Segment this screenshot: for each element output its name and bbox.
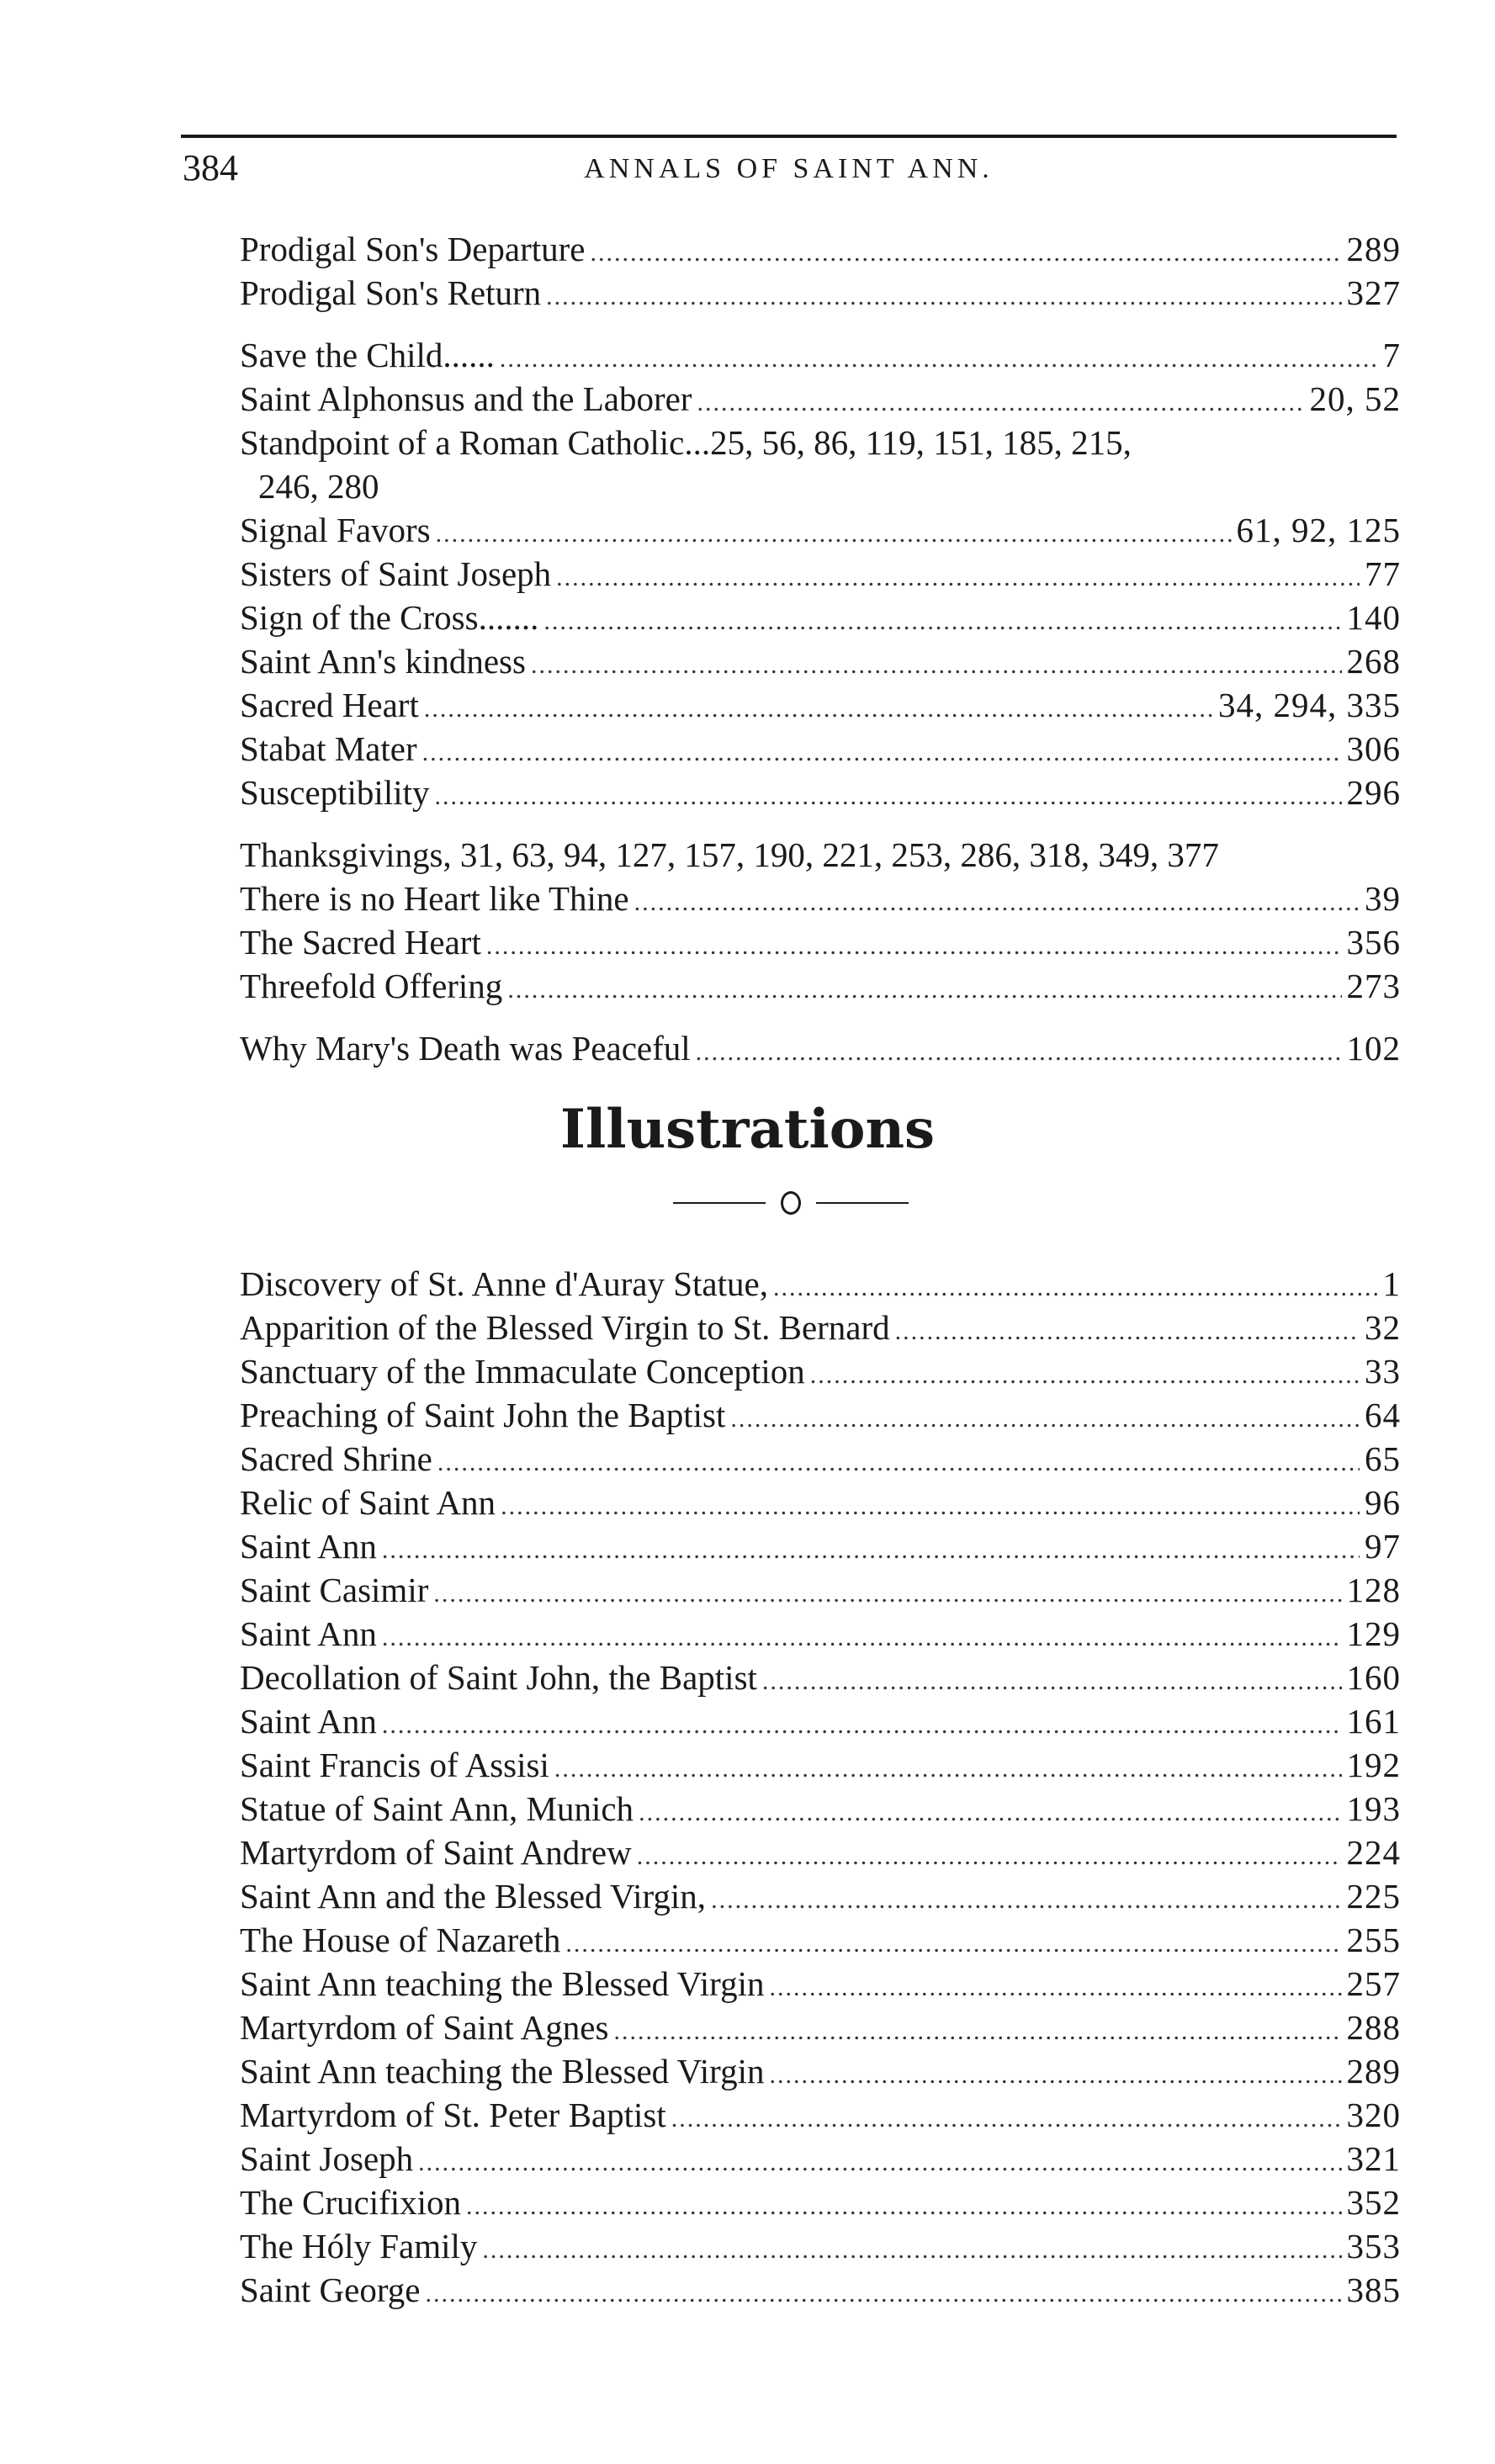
index-entry xyxy=(240,2181,1401,2224)
entry-title: Sanctuary of the Immaculate Conception xyxy=(240,1352,805,1391)
index-entry xyxy=(240,727,1401,771)
dot-leader xyxy=(486,925,1342,968)
entry-pages: 356 xyxy=(1346,923,1401,962)
illustrations-heading: Illustrations xyxy=(560,1098,935,1161)
page-number: 384 xyxy=(183,147,238,188)
running-title: ANNALS OF SAINT ANN. xyxy=(584,153,994,184)
dot-leader xyxy=(436,512,1232,556)
entry-title: Saint Ann teaching the Blessed Virgin xyxy=(240,1964,765,2003)
dot-leader xyxy=(637,1835,1342,1878)
dot-leader xyxy=(762,1660,1342,1704)
entry-title: Saint Alphonsus and the Laborer xyxy=(240,379,692,418)
entry-title: Save the Child...... xyxy=(240,336,495,374)
entry-title: The House of Nazareth xyxy=(240,1921,561,1959)
entry-pages: 7 xyxy=(1382,336,1401,374)
entry-pages: 321 xyxy=(1346,2139,1401,2178)
entry-title: The Hóly Family xyxy=(240,2227,478,2265)
index-entry xyxy=(240,2006,1401,2049)
index-entry xyxy=(240,1026,1401,1070)
entry-pages: 224 xyxy=(1346,1833,1401,1872)
entry-pages: 160 xyxy=(1346,1658,1401,1697)
entry-title: Saint George xyxy=(240,2271,421,2309)
dot-leader xyxy=(437,1441,1360,1485)
entry-title: Threefold Offering xyxy=(240,967,503,1005)
entry-pages: 353 xyxy=(1346,2227,1401,2265)
index-entry xyxy=(240,227,1401,271)
dot-leader xyxy=(422,731,1342,775)
dot-leader xyxy=(501,1485,1360,1529)
index-entry xyxy=(240,1612,1401,1656)
entry-title: Saint Francis of Assisi xyxy=(240,1746,549,1784)
index-entry xyxy=(240,1699,1401,1743)
illustrations-list xyxy=(240,1262,1401,2312)
dot-leader xyxy=(435,775,1342,819)
index-entry xyxy=(240,2049,1401,2093)
index-entry xyxy=(240,877,1401,920)
dot-leader xyxy=(507,968,1341,1012)
entry-pages: 327 xyxy=(1346,273,1401,312)
index-entry xyxy=(240,1437,1401,1481)
entry-pages: 192 xyxy=(1346,1746,1401,1784)
index-entry xyxy=(240,271,1401,315)
entry-pages: 257 xyxy=(1346,1964,1401,2003)
entry-title: Saint Ann xyxy=(240,1702,377,1741)
entry-pages: 77 xyxy=(1365,554,1401,593)
entry-title: Saint Ann's kindness xyxy=(240,642,526,681)
index-entry xyxy=(240,2224,1401,2268)
entry-title: Statue of Saint Ann, Munich xyxy=(240,1789,634,1828)
entry-pages: 385 xyxy=(1346,2271,1401,2309)
entry-title: Prodigal Son's Return xyxy=(240,273,542,312)
dot-leader xyxy=(773,1266,1378,1310)
entry-title: Saint Ann xyxy=(240,1614,377,1653)
index-entry xyxy=(240,2268,1401,2312)
index-entry xyxy=(240,1743,1401,1787)
dot-leader xyxy=(895,1310,1360,1354)
entry-pages: 33 xyxy=(1365,1352,1401,1391)
dot-leader xyxy=(424,687,1213,731)
entry-title: Signal Favors xyxy=(240,511,431,549)
index-entry xyxy=(240,333,1401,377)
entry-title: There is no Heart like Thine xyxy=(240,879,629,918)
index-entry xyxy=(240,377,1401,421)
entry-pages: 273 xyxy=(1346,967,1401,1005)
entry-pages: 32 xyxy=(1365,1308,1401,1347)
index-entry xyxy=(240,964,1401,1008)
entry-title: Stabat Mater xyxy=(240,729,417,768)
dot-leader xyxy=(565,1922,1341,1966)
dot-leader xyxy=(770,2053,1342,2097)
entry-pages: 96 xyxy=(1365,1483,1401,1522)
entry-pages: 352 xyxy=(1346,2183,1401,2222)
entry-pages: 39 xyxy=(1365,879,1401,918)
index-entry xyxy=(240,2137,1401,2181)
entry-pages: 289 xyxy=(1346,230,1401,268)
index-entry xyxy=(240,1481,1401,1524)
ornament-rule-right xyxy=(816,1202,909,1204)
index-entry xyxy=(240,920,1401,964)
entry-title: Sisters of Saint Joseph xyxy=(240,554,552,593)
index-entry xyxy=(240,552,1401,596)
index-entry xyxy=(240,1656,1401,1699)
dot-leader xyxy=(500,337,1378,381)
entry-title: Why Mary's Death was Peaceful xyxy=(240,1029,691,1068)
index-entry xyxy=(240,421,1401,464)
entry-title: Discovery of St. Anne d'Auray Statue, xyxy=(240,1264,768,1303)
entry-title: Relic of Saint Ann xyxy=(240,1483,496,1522)
dot-leader xyxy=(639,1791,1341,1835)
dot-leader xyxy=(466,2185,1341,2228)
entry-title: Thanksgivings, 31, 63, 94, 127, 157, 190, 221, 253, 286, 318, 349, 377 xyxy=(240,835,1219,874)
index-entry xyxy=(240,1262,1401,1306)
entry-pages: 225 xyxy=(1346,1877,1401,1916)
dot-leader xyxy=(482,2228,1341,2272)
index-entry xyxy=(240,639,1401,683)
dot-leader xyxy=(382,1616,1342,1660)
dot-leader xyxy=(671,2097,1342,2141)
dot-leader xyxy=(554,1747,1342,1791)
index-list xyxy=(240,227,1401,1070)
ornament-circle xyxy=(781,1191,801,1215)
dot-leader xyxy=(590,231,1341,275)
entry-pages: 64 xyxy=(1365,1396,1401,1434)
entry-pages: 268 xyxy=(1346,642,1401,681)
entry-pages: 140 xyxy=(1346,598,1401,637)
entry-pages: 61, 92, 125 xyxy=(1236,511,1401,549)
entry-title: Saint Joseph xyxy=(240,2139,414,2178)
entry-title: Susceptibility xyxy=(240,773,430,812)
entry-continuation: 246, 280 xyxy=(258,467,379,506)
entry-pages: 102 xyxy=(1346,1029,1401,1068)
entry-pages: 20, 52 xyxy=(1309,379,1401,418)
entry-pages: 255 xyxy=(1346,1921,1401,1959)
entry-title: Martyrdom of Saint Agnes xyxy=(240,2008,609,2047)
entry-title: Preaching of Saint John the Baptist xyxy=(240,1396,726,1434)
dot-leader xyxy=(425,2272,1341,2316)
dot-leader xyxy=(543,600,1341,644)
index-entry xyxy=(240,1524,1401,1568)
entry-pages: 306 xyxy=(1346,729,1401,768)
entry-title: Prodigal Son's Departure xyxy=(240,230,586,268)
entry-title: Saint Ann and the Blessed Virgin, xyxy=(240,1877,707,1916)
entry-title: Saint Casimir xyxy=(240,1571,429,1609)
dot-leader xyxy=(810,1354,1360,1397)
dot-leader xyxy=(382,1704,1342,1747)
entry-pages: 296 xyxy=(1346,773,1401,812)
dot-leader xyxy=(613,2010,1341,2053)
dot-leader xyxy=(433,1572,1341,1616)
index-entry xyxy=(240,2093,1401,2137)
dot-leader xyxy=(418,2141,1341,2185)
entry-title: Sacred Shrine xyxy=(240,1439,432,1478)
entry-title: Decollation of Saint John, the Baptist xyxy=(240,1658,757,1697)
index-entry xyxy=(240,508,1401,552)
dot-leader xyxy=(382,1529,1360,1572)
ornament-rule-left xyxy=(673,1202,766,1204)
index-entry xyxy=(240,596,1401,639)
index-entry xyxy=(240,1787,1401,1831)
entry-title: Standpoint of a Roman Catholic...25, 56, 86, 119, 151, 185, 215, xyxy=(240,423,1132,462)
entry-title: Sign of the Cross....... xyxy=(240,598,539,637)
entry-title: Martyrdom of St. Peter Baptist xyxy=(240,2096,666,2134)
dot-leader xyxy=(697,381,1304,425)
index-entry xyxy=(240,1393,1401,1437)
entry-pages: 1 xyxy=(1382,1264,1401,1303)
index-entry xyxy=(240,1349,1401,1393)
index-entry xyxy=(240,1918,1401,1962)
index-entry xyxy=(240,1831,1401,1874)
entry-pages: 288 xyxy=(1346,2008,1401,2047)
index-entry xyxy=(240,1874,1401,1918)
entry-title: The Crucifixion xyxy=(240,2183,462,2222)
dot-leader xyxy=(696,1031,1342,1074)
dot-leader xyxy=(730,1397,1360,1441)
entry-pages: 129 xyxy=(1346,1614,1401,1653)
index-entry xyxy=(240,1306,1401,1349)
index-entry xyxy=(240,1568,1401,1612)
entry-title: Saint Ann teaching the Blessed Virgin xyxy=(240,2052,765,2090)
dot-leader xyxy=(531,644,1342,687)
entry-pages: 193 xyxy=(1346,1789,1401,1828)
entry-pages: 128 xyxy=(1346,1571,1401,1609)
ornament-divider xyxy=(673,1186,909,1220)
dot-leader xyxy=(546,275,1341,319)
dot-leader xyxy=(556,556,1360,600)
entry-pages: 65 xyxy=(1365,1439,1401,1478)
entry-pages: 161 xyxy=(1346,1702,1401,1741)
entry-title: The Sacred Heart xyxy=(240,923,481,962)
index-entry xyxy=(240,771,1401,814)
dot-leader xyxy=(711,1878,1341,1922)
entry-pages: 97 xyxy=(1365,1527,1401,1566)
entry-pages: 34, 294, 335 xyxy=(1218,686,1401,724)
dot-leader xyxy=(770,1966,1342,2010)
entry-pages: 289 xyxy=(1346,2052,1401,2090)
entry-pages: 320 xyxy=(1346,2096,1401,2134)
index-entry xyxy=(240,833,1401,877)
dot-leader xyxy=(634,881,1360,925)
page-header xyxy=(181,135,1397,205)
entry-title: Apparition of the Blessed Virgin to St. Bernard xyxy=(240,1308,890,1347)
entry-title: Martyrdom of Saint Andrew xyxy=(240,1833,632,1872)
entry-title: Saint Ann xyxy=(240,1527,377,1566)
index-entry xyxy=(240,683,1401,727)
entry-title: Sacred Heart xyxy=(240,686,419,724)
index-entry xyxy=(240,1962,1401,2006)
